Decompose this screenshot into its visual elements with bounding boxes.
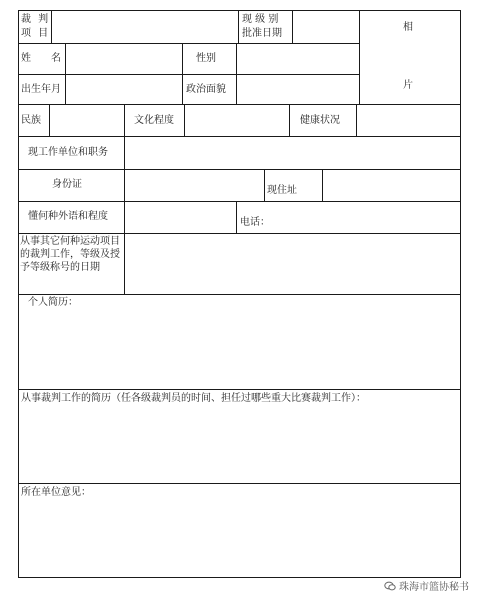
label-ethnicity: 民族 [21,115,41,126]
section-unit-opinion: 所在单位意见： [21,487,91,498]
resume-field[interactable] [19,310,460,389]
referee-history-field[interactable] [19,406,460,483]
rule-v-gender-l [182,43,183,104]
label-referee-item-1: 裁 判 [21,14,51,25]
label-id-card: 身份证 [52,179,82,190]
education-field[interactable] [185,105,289,136]
rule-v-edu-r [289,104,290,136]
rule-v-level-l [238,10,239,43]
referee-item-field[interactable] [52,11,238,43]
unit-opinion-field[interactable] [19,500,460,577]
section-resume: 个人简历： [28,297,78,308]
wechat-icon [384,581,396,591]
label-photo-2: 片 [403,80,413,91]
rule-left [18,10,19,578]
label-level-2: 批准日期 [242,28,282,39]
ethnicity-field[interactable] [50,105,124,136]
rule-v-eth-r [124,104,125,136]
label-education: 文化程度 [134,115,174,126]
photo-field[interactable] [360,11,460,104]
rule-r8 [18,294,461,295]
birth-date-field[interactable] [66,75,182,104]
watermark-text: 珠海市篮协秘书 [399,582,469,593]
gender-field[interactable] [237,44,359,74]
label-level-1: 现 级 别 [242,14,279,25]
label-foreign-language: 懂何种外语和程度 [28,211,108,222]
label-work-unit: 现工作单位和职务 [28,147,108,158]
rule-right [460,10,461,578]
other-sports-field[interactable] [125,234,460,294]
id-card-field[interactable] [125,170,264,201]
foreign-language-field[interactable] [125,202,236,233]
watermark [384,578,469,593]
name-field[interactable] [66,44,182,74]
label-gender: 性别 [196,53,216,64]
rule-r9 [18,389,461,390]
rule-v-phone [236,201,237,233]
address-field[interactable] [323,170,460,201]
section-referee-history: 从事裁判工作的简历（任各级裁判员的时间、担任过哪些重大比赛裁判工作）： [21,393,366,404]
label-birth-date: 出生年月 [21,84,61,95]
label-photo-1: 相 [403,22,413,33]
level-date-field[interactable] [293,11,359,43]
label-name: 姓 名 [21,53,61,64]
label-address: 现住址 [267,185,297,196]
work-unit-field[interactable] [125,137,460,169]
label-referee-item-2: 项 目 [21,28,51,39]
label-phone: 电话： [240,217,270,228]
rule-r10 [18,483,461,484]
health-field[interactable] [357,105,460,136]
political-status-field[interactable] [237,75,359,104]
rule-v-id [264,169,265,201]
label-other-sports: 从事其它何种运动项目的裁判工作，等级及授予等级称号的日期 [20,236,120,273]
label-political-status: 政治面貌 [186,84,226,95]
label-health: 健康状况 [300,115,340,126]
phone-field[interactable] [275,202,460,233]
